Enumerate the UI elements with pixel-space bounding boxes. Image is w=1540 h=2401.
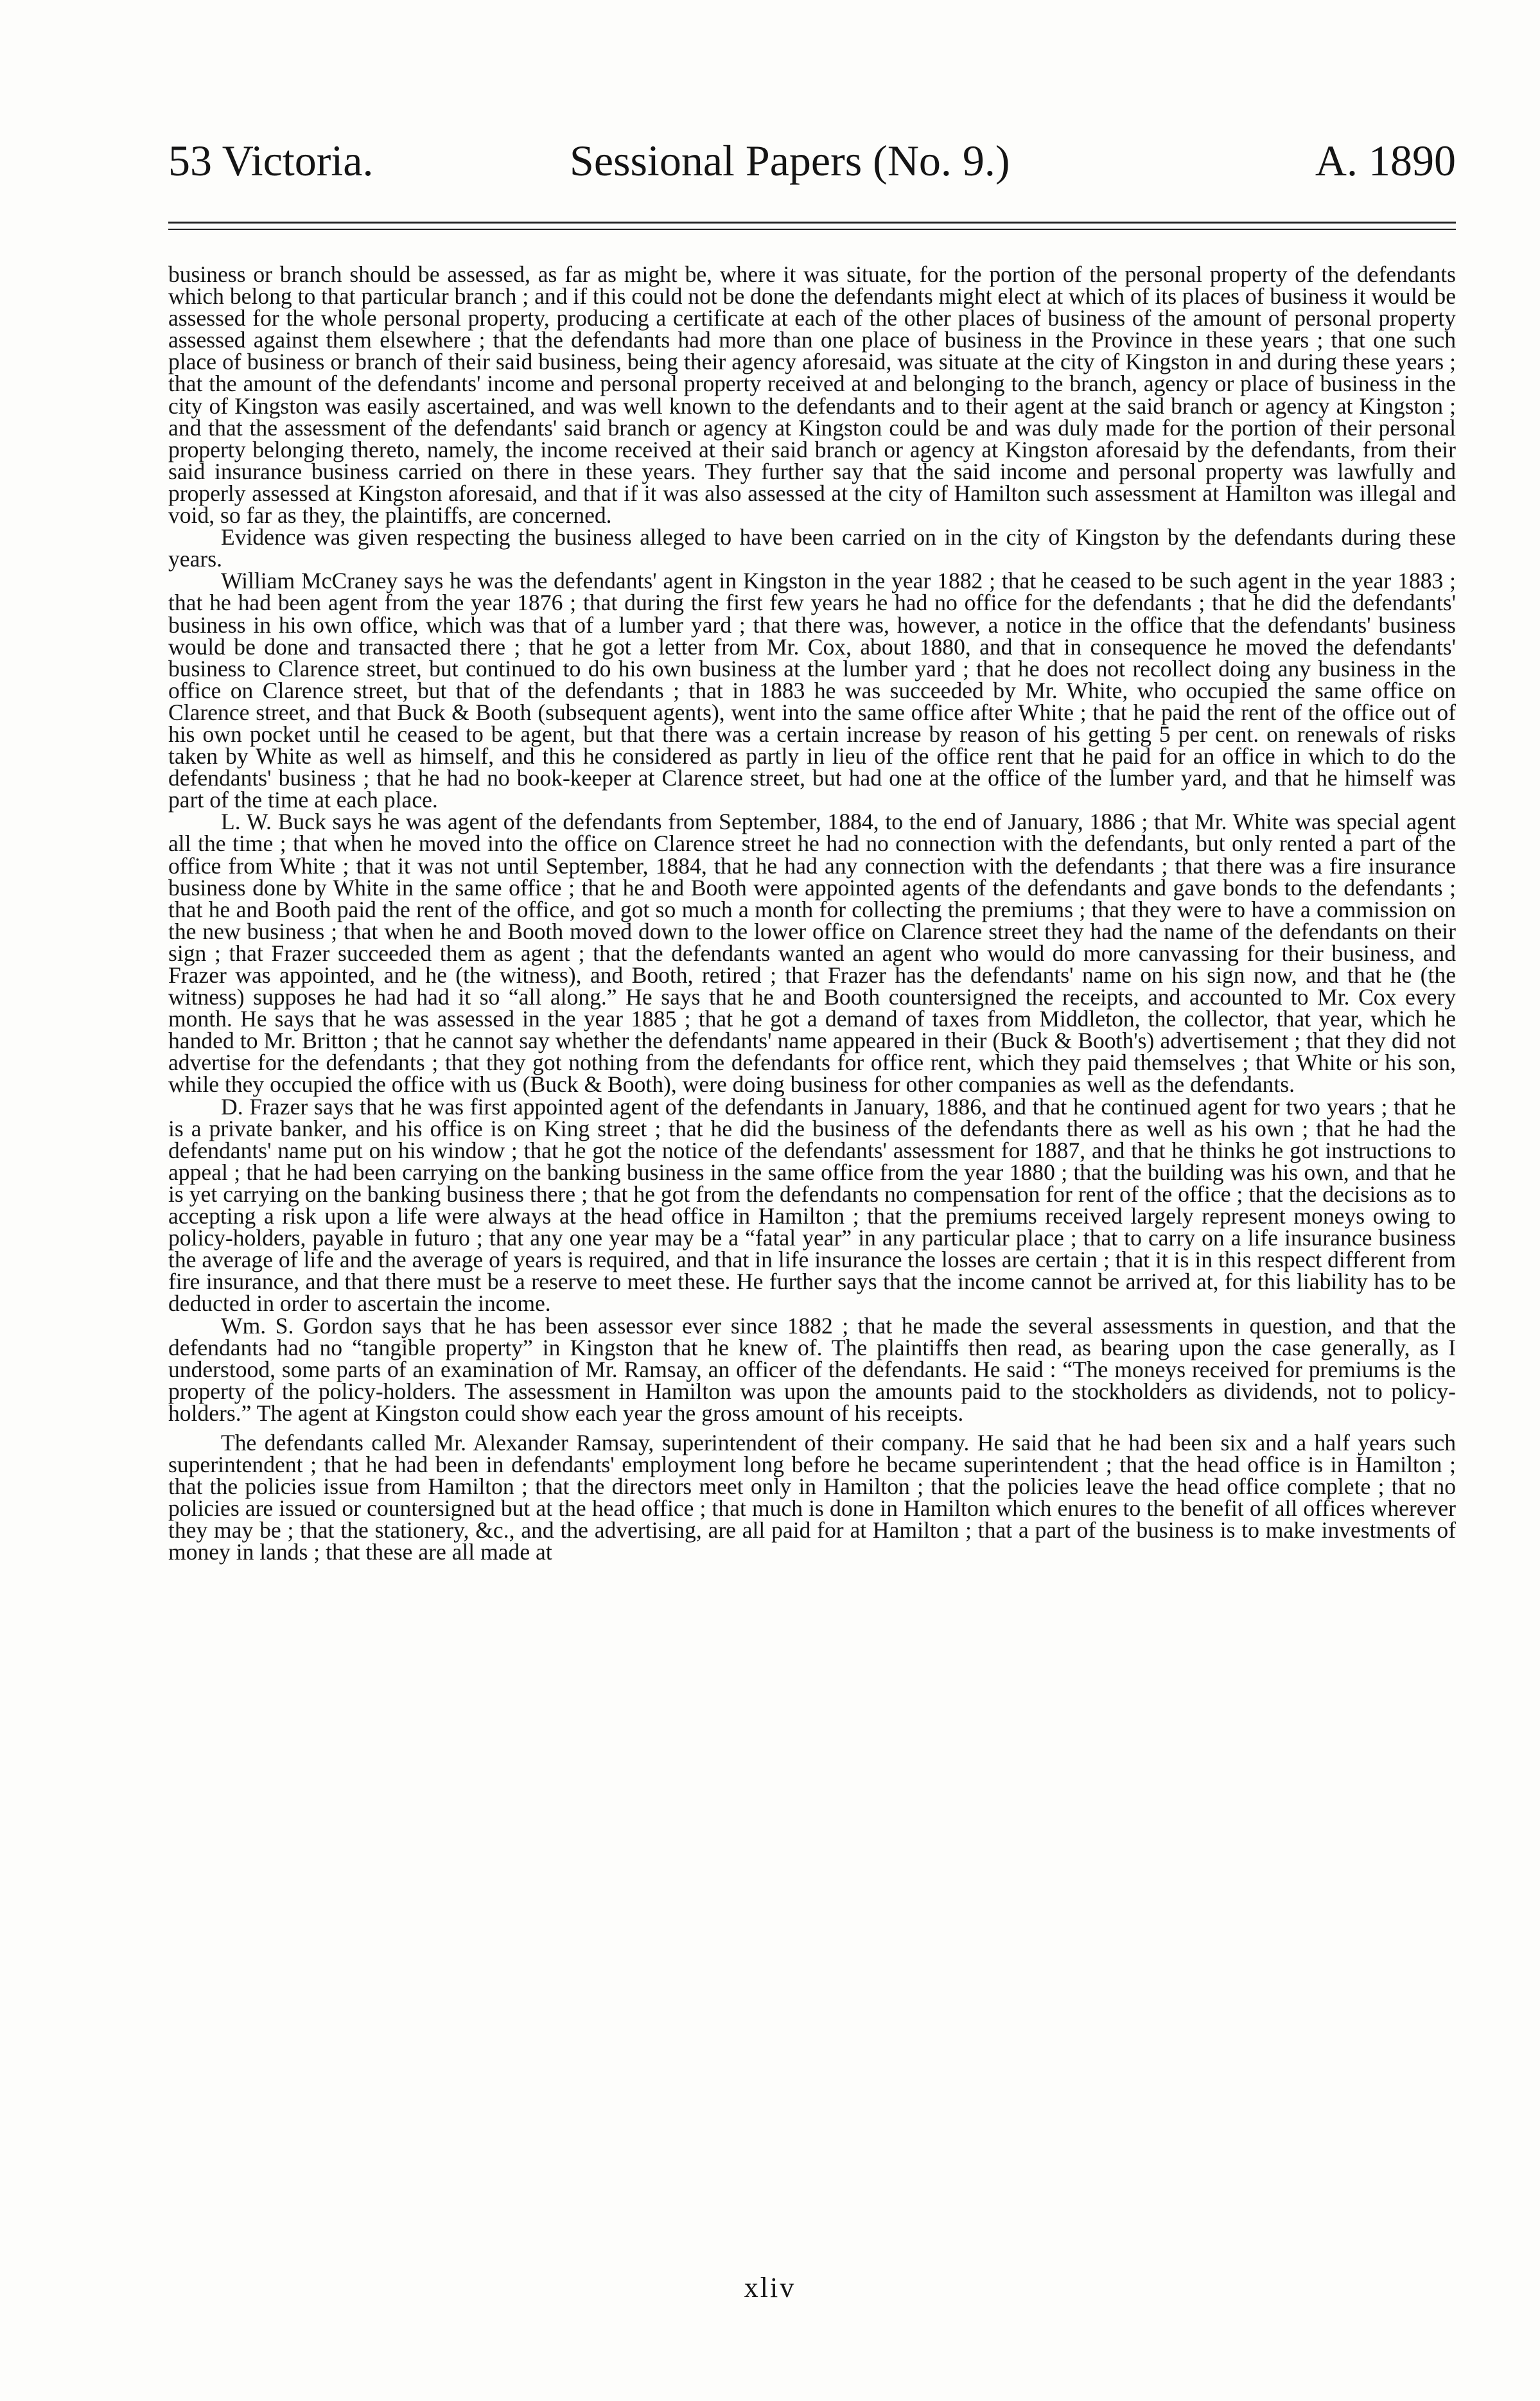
paragraph-frazer: D. Frazer says that he was first appointed agent of the defendants in January, 1886, and that he continued agent for two years ; that he is a private banker, and his office is on King street ; that he did the business of the defendants there as well as his own ; that he had the defendants' name put on his window ; that he got the notice of the defendants' assessment for 1887, and that he thinks he got instructions to appeal ; that he had been carrying on the banking business in the same office from the year 1880 ; that the building was his own, and that he is yet carrying on the banking business there ; that he got from the defendants no compensation for rent of the office ; that the decisions as to accepting a risk upon a life were always at the head office in Hamilton ; that the premiums received largely represent moneys owing to policy-holders, payable in futuro ; that any one year may be a “fatal year” in any particular place ; that to carry on a life insurance business the average of life and the average of years is required, and that in life insurance the losses are certain ; that it is in this respect different from fire insurance, and that there must be a reserve to meet these. He further says that the income cannot be arrived at, for this liability has to be deducted in order to ascertain the income.: [168, 1093, 1456, 1317]
paragraph-evidence: Evidence was given respecting the business alleged to have been carried on in the city of Kingston by the defendants during these years.: [168, 524, 1456, 572]
header-rule-thin: [168, 229, 1456, 230]
header-session: 53 Victoria.: [168, 136, 374, 185]
paragraph-buck: L. W. Buck says he was agent of the defendants from September, 1884, to the end of January, 1886 ; that Mr. White was special agent all the time ; that when he moved into the office on Clarence street he had no connection with the defendants, but only rented a part of the office from White ; that it was not until September, 1884, that he had any connection with the defendants ; that there was a fire insurance business done by White in the same office ; that he and Booth were appointed agents of the defendants and gave bonds to the defendants ; that he and Booth paid the rent of the office, and got so much a month for collecting the premiums ; that they were to have a commission on the new business ; that when he and Booth moved down to the lower office on Clarence street they had the name of the defendants on their sign ; that Frazer succeeded them as agent ; that the defendants wanted an agent who would do more canvassing for their business, and Frazer was appointed, and he (the witness), and Booth, retired ; that Frazer has the defendants' name on his sign now, and that he (the witness) supposes he had had it so “all along.” He says that he and Booth countersigned the receipts, and accounted to Mr. Cox every month. He says that he was assessed in the year 1885 ; that he got a demand of taxes from Middleton, the collector, that year, which he handed to Mr. Britton ; that he cannot say whether the defendants' name appeared in their (Buck & Booth's) advertisement ; that they did not advertise for the defendants ; that they got nothing from the defendants for office rent, which they paid themselves ; that White or his son, while they occupied the office with us (Buck & Booth), were doing business for other companies as well as the defendants.: [168, 809, 1456, 1098]
page-folio: xliv: [744, 2272, 796, 2303]
paragraph-continuation: business or branch should be assessed, as far as might be, where it was situate, for the portion of the personal property of the defendants which belong to that particular branch ; and if this could not be done the defendants might elect at which of its places of business it would be assessed for the whole personal property, producing a certificate at each of the other places of business of the amount of personal property assessed against them elsewhere ; that the defendants had more than one place of business in the Province in these years ; that one such place of business or branch of their said business, being their agency aforesaid, was situate at the city of Kingston in and during these years ; that the amount of the defendants' income and personal property received at and belonging to the branch, agency or place of business in the city of Kingston was easily ascertained, and was well known to the defendants and to their agent at the said branch or agency at Kingston ; and that the assessment of the defendants' said branch or agency at Kingston could be and was duly made for the portion of their personal property belonging thereto, namely, the income received at their said branch or agency at Kingston aforesaid by the defendants, from their said insurance business carried on there in these years. They further say that the said income and personal property was lawfully and properly assessed at Kingston aforesaid, and that if it was also assessed at the city of Hamilton such assessment at Hamilton was illegal and void, so far as they, the plaintiffs, are concerned.: [168, 261, 1456, 529]
paragraph-gordon: Wm. S. Gordon says that he has been assessor ever since 1882 ; that he made the several assessments in question, and that the defendants had no “tangible property” in Kingston that he knew of. The plaintiffs then read, as bearing upon the case generally, as I understood, some parts of an examination of Mr. Ramsay, an officer of the defendants. He said : “The moneys received for premiums is the property of the policy-holders. The assessment in Hamilton was upon the amounts paid to the stockholders as dividends, not to policy-holders.” The agent at Kingston could show each year the gross amount of his receipts.: [168, 1312, 1456, 1426]
paragraph-ramsay: The defendants called Mr. Alexander Ramsay, superintendent of their company. He said that he had been six and a half years such superintendent ; that he had been in defendants' employment long before he became superintendent ; that the head office is in Hamilton ; that the policies issue from Hamilton ; that the directors meet only in Hamilton ; that the policies leave the head office complete ; that no policies are issued or countersigned but at the head office ; that much is done in Hamilton which enures to the benefit of all offices wherever they may be ; that the stationery, &c., and the advertising, are all paid for at Hamilton ; that a part of the business is to make investments of money in lands ; that these are all made at: [168, 1429, 1456, 1565]
header-rule-thick: [168, 222, 1456, 224]
paragraph-mccraney: William McCraney says he was the defendants' agent in Kingston in the year 1882 ; that he ceased to be such agent in the year 1883 ; that he had been agent from the year 1876 ; that during the first few years he had no office for the defendants ; that he did the defendants' business in his own office, which was that of a lumber yard ; that there was, however, a notice in the office that the defendants' business would be done and transacted there ; that he got a letter from Mr. Cox, about 1880, and that in consequence he moved the defendants' business to Clarence street, but continued to do his own business at the lumber yard ; that he does not recollect doing any business in the office on Clarence street, but that of the defendants ; that in 1883 he was succeeded by Mr. White, who occupied the same office on Clarence street, and that Buck & Booth (subsequent agents), went into the same office after White ; that he paid the rent of the office out of his own pocket until he ceased to be agent, but that there was a certain increase by reason of his getting 5 per cent. on renewals of risks taken by White as well as himself, and this he considered as partly in lieu of the office rent that he paid for an office in which to do the defendants' business ; that he had no book-keeper at Clarence street, but had one at the office of the lumber yard, and that he himself was part of the time at each place.: [168, 568, 1456, 813]
header-title: Sessional Papers (No. 9.): [570, 136, 1010, 185]
header-year: A. 1890: [1315, 136, 1456, 185]
body-text: [168, 263, 1456, 2248]
running-head: [168, 132, 1456, 189]
